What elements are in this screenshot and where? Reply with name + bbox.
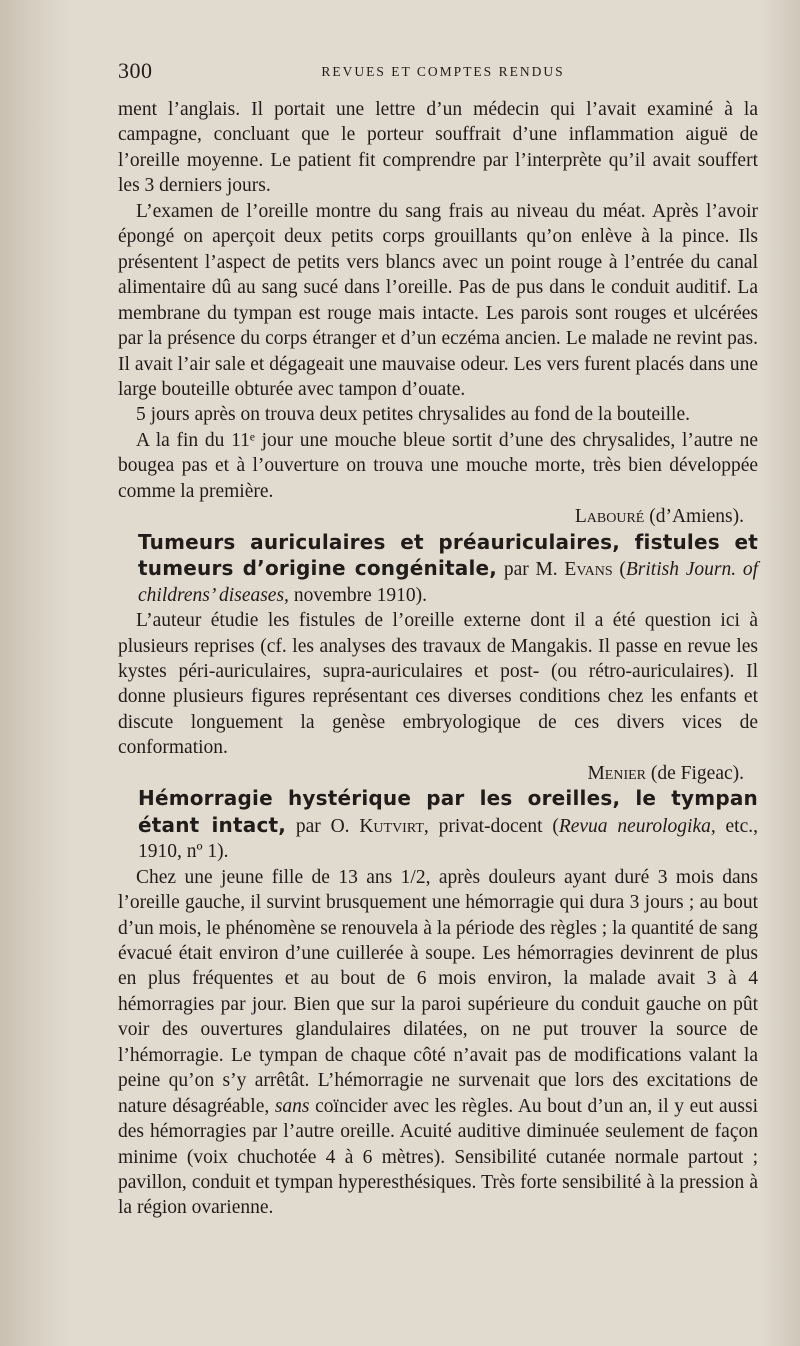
entry-journal: Revua neurologika, xyxy=(558,815,716,837)
signature-laboure xyxy=(118,504,758,529)
entry-author: Evans xyxy=(564,559,613,581)
signature-name: Menier xyxy=(587,762,646,784)
entry-by: par M. xyxy=(497,559,565,581)
entry-date: etc., 1910, nº 1). xyxy=(138,815,759,863)
entry-paren: ( xyxy=(612,559,626,581)
page-header xyxy=(118,58,768,88)
signature-menier xyxy=(118,761,758,786)
paragraph-chrysalides: 5 jours après on trouva deux petites chrysalides au fond de la bouteille. xyxy=(136,404,690,426)
emphasis-sans: sans xyxy=(274,1095,310,1117)
entry-by: par O. xyxy=(286,815,360,837)
entry-date: novembre 1910). xyxy=(288,584,428,606)
entry-title: Tumeurs auriculaires et préauriculaires, fistules et tumeurs d’origine congénitale, xyxy=(138,529,758,581)
paragraph-continuation: ment l’anglais. Il portait une lettre d’un médecin qui l’avait examiné à la campagne, concluant que le porteur souffrait d’une inflammation aiguë de l’oreille moyenne. Le patient fit comprendre par l’interprète qu’il avait souffert les 3 derniers jours. xyxy=(118,99,758,197)
entry-journal: British Journ. of childrens’ diseases, xyxy=(138,559,758,606)
paragraph-hemorragie-rest: coïncider avec les règles. Au bout d’un an, il y eut aussi des hémorragies par l’autre oreille. Acuité auditive diminuée seulement de façon minime (voix chuchotée 4 à 6 mètres). Sensibilité cutanée normale partout ; pavillon, conduit et tympan hyperesthésiques. Très forte sensibilité à la pression à la région ovarienne. xyxy=(118,1095,759,1219)
entry-author: Kutvirt xyxy=(359,815,424,837)
signature-place: (de Figeac). xyxy=(646,762,744,784)
paragraph-hemorragie-text: Chez une jeune fille de 13 ans 1/2, après douleurs ayant duré 3 mois dans l’oreille gauche, il survint brusquement une hémorragie qui dura 3 jours ; au bout d’un mois, le phénomène se renouvela à la période des règles ; la quantité de sang évacué était environ d’une cuillerée à soupe. Les hémorragies devinrent de plus en plus fréquentes et au bout de 6 mois environ, la malade avait 3 à 4 hémorragies par jour. Bien que sur la paroi supérieure du conduit gauche on pût voir des ouvertures glandulaires dilatées, on ne put trouver la source de l’hémorragie. Le tympan de chaque côté n’avait pas de modifications valant la peine qu’on s’y arrêtât. L’hémorragie ne survenait que lors des excitations de nature désagréable, xyxy=(118,866,758,1117)
entry-role: , privat-docent ( xyxy=(423,815,559,837)
body-text xyxy=(118,97,758,1221)
review-entry-evans xyxy=(118,530,758,608)
paragraph-fistules: L’auteur étudie les fistules de l’oreille externe dont il a été question ici à plusieurs reprises (cf. les analyses des travaux de Mangakis. Il passe en revue les kystes péri-auriculaires, supra-auriculaires et post- (ou rétro-auriculaires). Il donne plusieurs figures représentant ces diverses conditions chez les enfants et discute longuement la genèse embryologique de ces divers vices de conformation. xyxy=(118,610,758,759)
paragraph-hemorragie xyxy=(118,865,758,1221)
review-entry-kutvirt xyxy=(118,786,758,864)
entry-title: Hémorragie hystérique par les oreilles, le tympan étant intact, xyxy=(138,786,758,837)
paragraph-fly: A la fin du 11ᵉ jour une mouche bleue sortit d’une des chrysalides, l’autre ne bougea pas et à l’ouverture on trouva une mouche morte, très bien développée comme la première. xyxy=(118,429,758,502)
page-number: 300 xyxy=(118,58,153,83)
signature-name: Labouré xyxy=(574,506,645,528)
paragraph-examination: L’examen de l’oreille montre du sang frais au niveau du méat. Après l’avoir épongé on aperçoit deux petits corps grouillants qu’on enlève à la pince. Ils présentent l’aspect de petits vers blancs avec un point rouge à l’entrée du canal alimentaire dû au sang sucé dans l’oreille. Pas de pus dans le conduit auditif. La membrane du tympan est rouge mais intacte. Les parois sont rouges et ulcérées par la présence du corps étranger et d’un eczéma ancien. Le malade ne revint pas. Il avait l’air sale et dégageait une mauvaise odeur. Les vers furent placés dans une large bouteille obturée avec tampon d’ouate. xyxy=(118,200,758,400)
running-title: REVUES ET COMPTES RENDUS xyxy=(321,64,565,79)
signature-place: (d’Amiens). xyxy=(644,506,744,528)
